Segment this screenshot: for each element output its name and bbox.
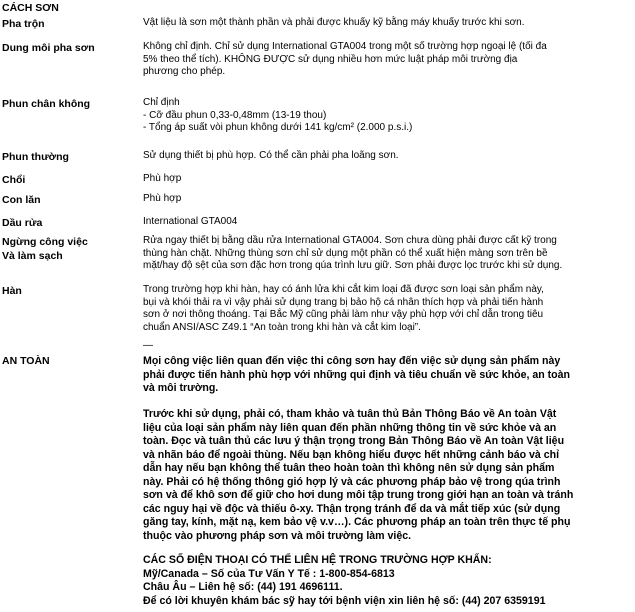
row-label: Con lăn [2, 194, 41, 206]
row-text: Rửa ngay thiết bị bằng dầu rửa International GTA004. Sơn chưa dùng phải được cất kỹ trong thùng hàn chặt. Những thùng sơn chỉ sử dụng một phần có thể xuất hiện màng sơn trên bề mặt/hay độ sệt của sơn đặc hơn trong qúa trình lưu giữ. Sơn phải được lọc trước khi sử dụng. [143, 235, 563, 271]
row-text: Phù hợp [143, 173, 182, 184]
row-label: Dầu rửa [2, 217, 43, 229]
row-label: Pha trộn [2, 18, 45, 30]
safety-paragraph-1: Mọi công việc liên quan đến việc thi công sơn hay đến việc sử dụng sản phẩm này phải được tiến hành phù hợp với những qui định và tiêu chuẩn về sức khỏe, an toàn và môi trường. [143, 355, 571, 394]
separator-mark: — [143, 340, 153, 351]
emergency-contacts: CÁC SỐ ĐIỆN THOẠI CÓ THỂ LIÊN HỆ TRONG TRƯỜNG HỢP KHẨN: Mỹ/Canada – Số của Tư Vấn Y Tế : 1-800-854-6813 Châu Âu – Liên hệ số: (44) 191 4696111. Để có lời khuyên khám bác sỹ hay tới bệnh viện xin liên hệ số: (44) 207 6359191 [143, 554, 546, 607]
safety-label: AN TOÀN [2, 355, 50, 367]
row-label: Dung môi pha sơn [2, 42, 95, 54]
row-text: Vật liệu là sơn một thành phần và phải được khuấy kỹ bằng máy khuấy trước khi sơn. [143, 17, 525, 28]
row-label: Phun thường [2, 151, 69, 163]
section-title: CÁCH SƠN [2, 2, 59, 14]
row-text: Phù hợp [143, 193, 182, 204]
row-text: Sử dụng thiết bị phù hợp. Có thể cần phải pha loãng sơn. [143, 150, 399, 161]
row-label: Hàn [2, 285, 22, 297]
row-text: Trong trường hợp khi hàn, hay có ánh lửa khi cắt kim loại đã được sơn loại sản phẩm này, bụi và khói thải ra vì vậy phải sử dụng trang bị bảo hộ cá nhân thích hợp và phải tiến hành sơn ở nơi thông thoáng. Tại Bắc Mỹ cũng phải làm như vậy phù hợp với chỉ dẫn trong tiêu chuẩn ANSI/ASC Z49.1 “An toàn trong khi hàn và cắt kim loại”. [143, 284, 544, 333]
safety-paragraph-2: Trước khi sử dụng, phải có, tham khảo và tuân thủ Bản Thông Báo về An toàn Vật liệu của loại sản phẩm này liên quan đến phần những thông tin về sức khỏe và an toàn. Đọc và tuân thủ các lưu ý thận trọng trong Bản Thông Báo về An toàn Vật liệu và nhãn báo để ngoài thùng. Nếu bạn không hiểu được hết những cảnh báo và chỉ dẫn hay nếu bạn không thể tuân theo hoàn toàn thì không nên sử dụng sản phẩm này. Phải có hệ thống thông gió hợp lý và các phương pháp bảo vệ trong qúa trình sơn và để khô sơn để giữ cho hơi dung môi tập trung trong giới hạn an toàn và tránh các nguy hại về độc và thiếu ô-xy. Thận trọng tránh để da và mắt tiếp xúc (sử dụng găng tay, kính, mặt nạ, kem bảo vệ v.v…). Các phương pháp an toàn trên thực tế phụ thuộc vào phương pháp sơn và môi trường làm việc. [143, 408, 574, 542]
row-label: Phun chân không [2, 98, 91, 110]
row-label: Chổi [2, 174, 26, 186]
row-text: Không chỉ định. Chỉ sử dụng International GTA004 trong một số trường hợp ngoại lệ (tối đa 5% theo thể tích). KHÔNG ĐƯỢC sử dụng nhiều hơn mức luật pháp môi trường địa phương cho phép. [143, 41, 547, 77]
row-text: International GTA004 [143, 216, 238, 227]
row-label: Ngừng công việc Và làm sạch [2, 236, 88, 262]
row-text: Chỉ định - Cỡ đầu phun 0,33-0,48mm (13-19 thou) - Tổng áp suất vòi phun không dưới 141 kg/cm² (2.000 p.s.i.) [143, 97, 413, 133]
